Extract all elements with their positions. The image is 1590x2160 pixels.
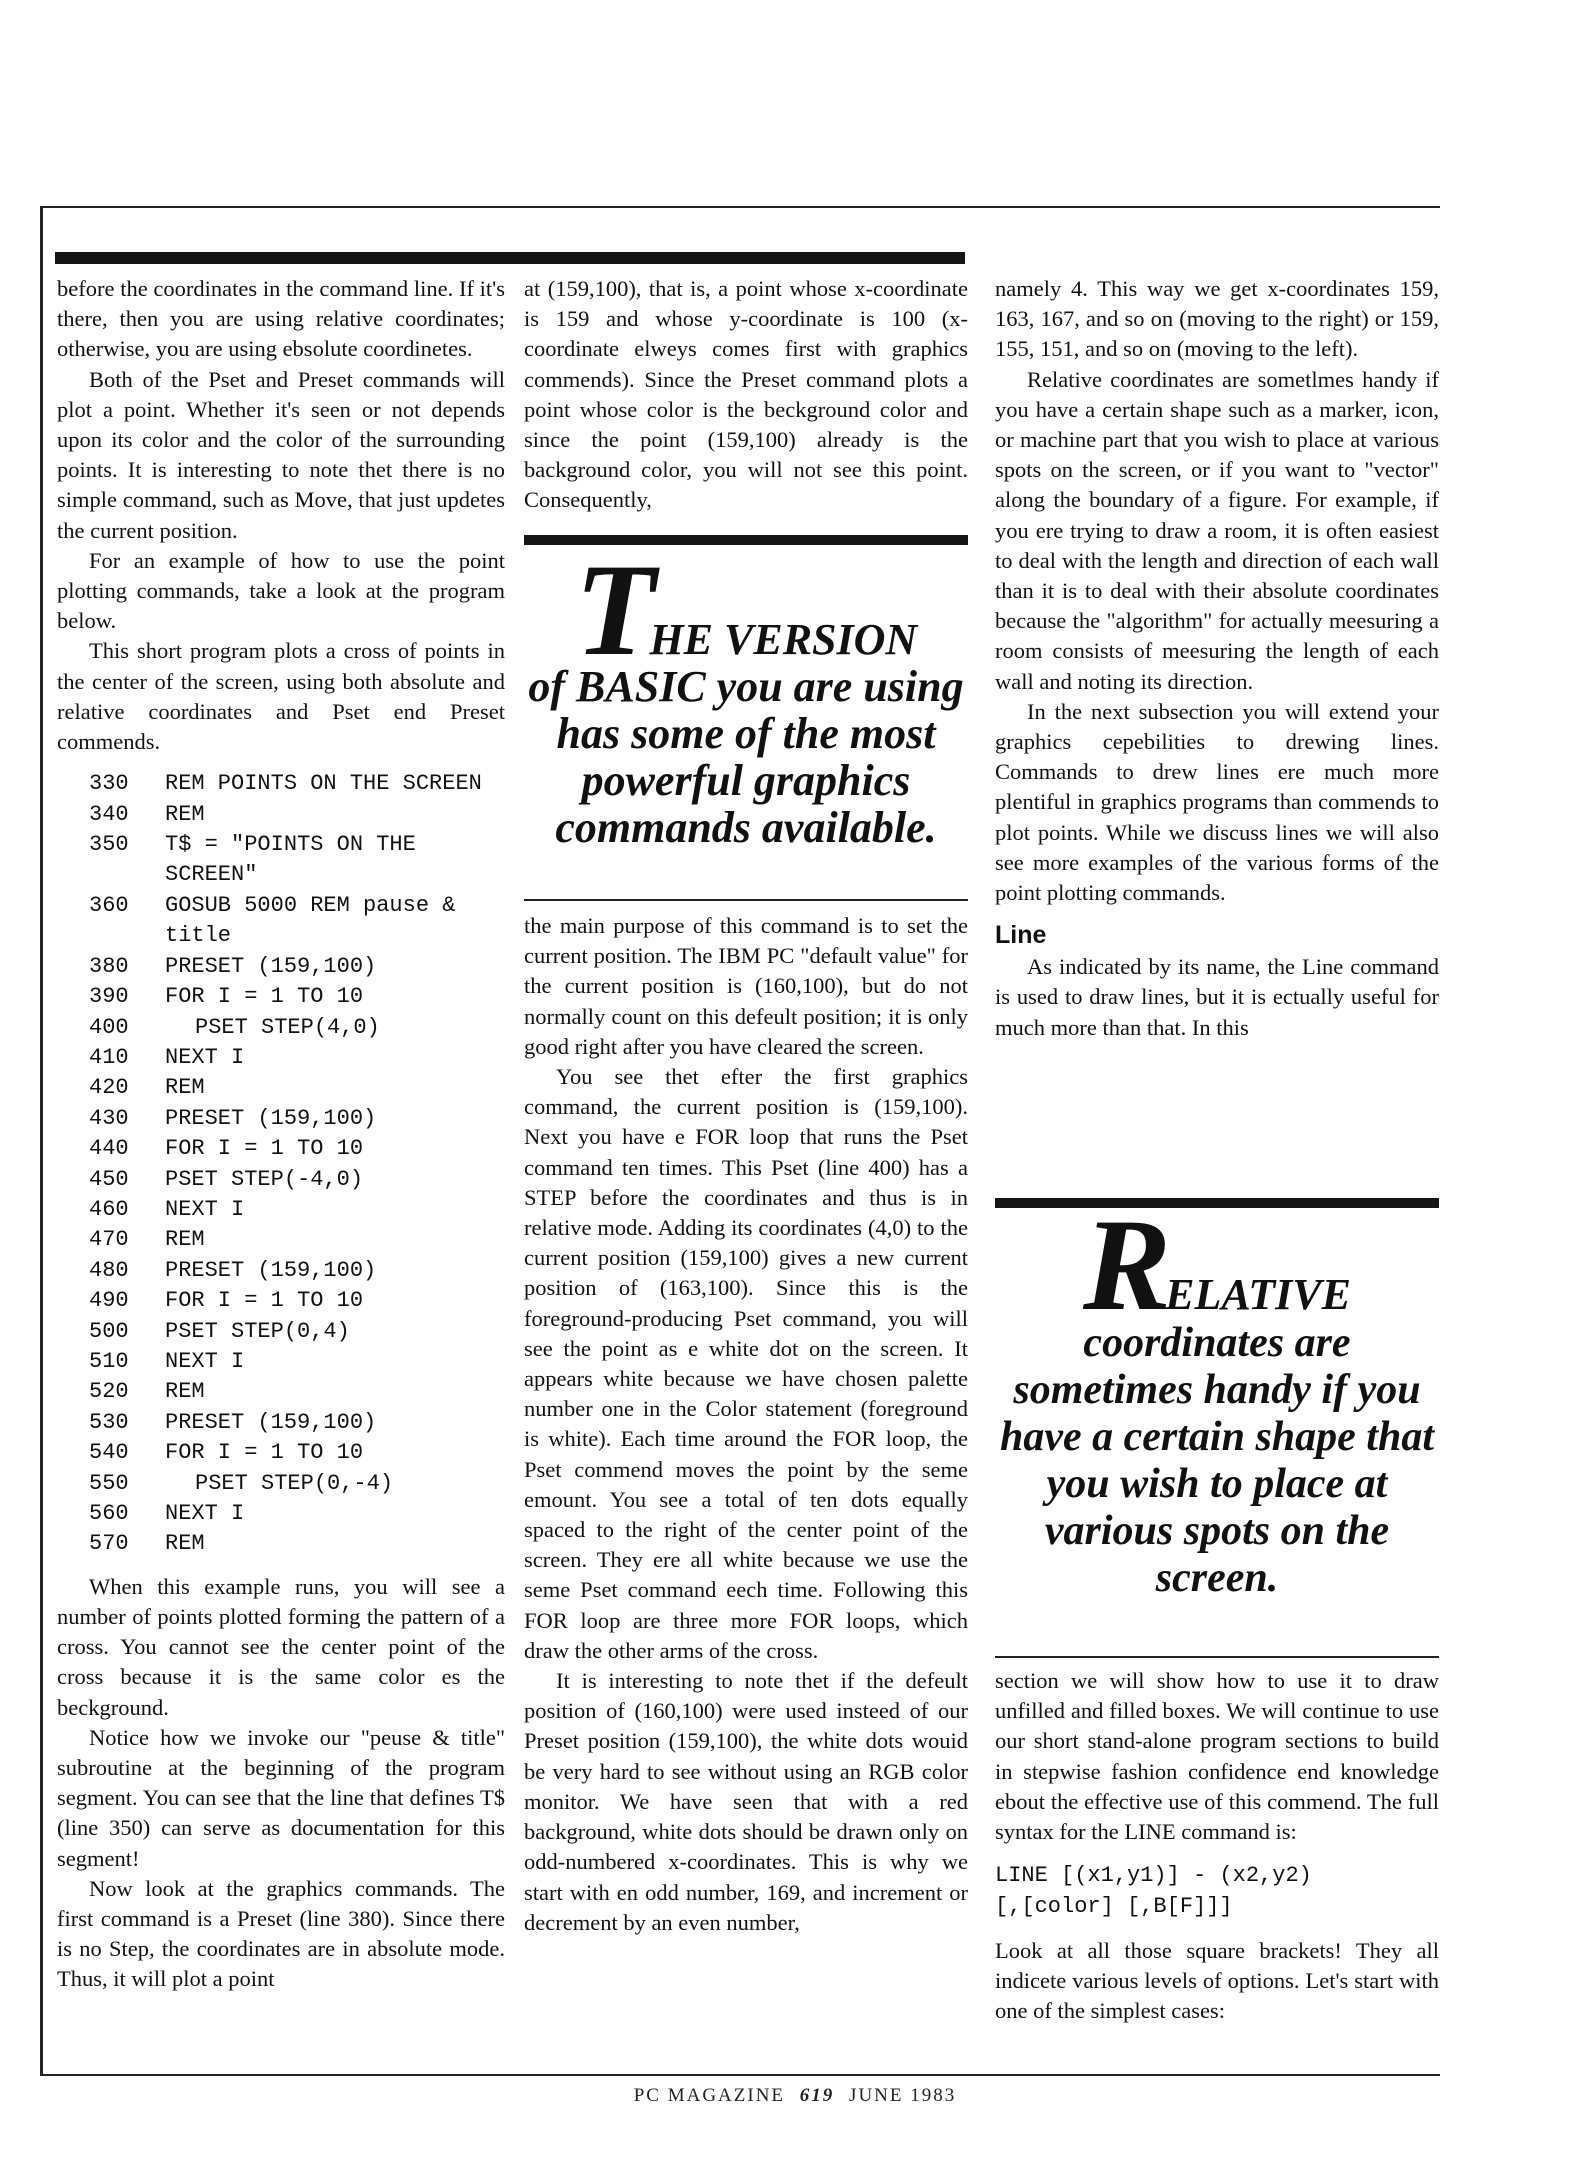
paragraph: Both of the Pset and Preset commands will plot a point. Whether it's seen or not depends upon its color and the color of the surrounding points. It is interesting to note thet there is no simple command, such as Move, that just updetes the current position. [57,366,505,543]
page-frame-bottom [40,2074,1440,2076]
code-text: FOR I = 1 TO 10 [165,984,364,1010]
line-number: 530 [89,1409,129,1435]
line-number: 480 [89,1257,129,1283]
pull-quote-first-line [995,1191,1439,1338]
paragraph: at (159,100), that is, a point whose x-coordinate is 159 and whose y-coordinate is 100 (x-coordinate elweys comes first with graphics commends). Since the Preset command plots a point whose color is the beckground color and since the point (159,100) already is the background color, you will not see this point. Consequently, [524,276,968,513]
column-2-top [524,274,968,516]
column-3-bottom [995,1666,1439,2027]
line-number: 470 [89,1227,129,1253]
code-line [57,1377,505,1407]
line-number: 570 [89,1531,129,1557]
code-line [57,1104,505,1134]
paragraph: before the coordinates in the command line. If it's there, then you are using relative coordinates; otherwise, you are using ebsolute coordinetes. [57,276,505,362]
code-text: PSET STEP(-4,0) [165,1166,364,1192]
pull-quote-text: of BASIC you are using has some of the most powerful graphics commands available. [528,662,964,852]
pull-quote-first-line [524,536,968,683]
pull-quote-lead: ELATIVE [1165,1270,1351,1319]
pullquote-rule-bottom [995,1656,1439,1658]
code-text: REM POINTS ON THE SCREEN [165,771,482,797]
code-text: NEXT I [165,1044,245,1070]
code-text: REM [165,1075,205,1101]
line-number: 520 [89,1379,129,1405]
code-line [57,1529,505,1559]
code-line [57,1499,505,1529]
line-number: 510 [89,1348,129,1374]
syntax-line: [,[color] [,B[F]]] [995,1893,1233,1919]
line-number: 430 [89,1105,129,1131]
line-number: 540 [89,1440,129,1466]
drop-cap: R [1083,1191,1166,1338]
page-frame-left [40,206,43,2075]
line-number: 330 [89,771,129,797]
code-line [57,1256,505,1286]
line-number: 550 [89,1470,129,1496]
pull-quote-text: coordinates are sometimes handy if you have a certain shape that you wish to place at various spots on the screen. [999,1320,1434,1601]
code-line [57,769,505,799]
code-line [57,1225,505,1255]
paragraph: When this example runs, you will see a number of points plotted forming the pattern of a cross. You cannot see the center point of the cross because it is the same color es the beckground. [57,1573,505,1720]
line-number: 440 [89,1136,129,1162]
pull-quote-basic [524,536,968,852]
pull-quote-lead: HE VERSION [649,615,918,664]
code-text: PRESET (159,100) [165,1409,377,1435]
code-text: PRESET (159,100) [165,1257,377,1283]
paragraph: Look at all those square brackets! They all indicete various levels of options. Let's start with one of the simplest cases: [995,1938,1439,2024]
code-text: REM [165,1227,205,1253]
code-line [57,1438,505,1468]
code-text: PSET STEP(4,0) [195,1014,380,1040]
paragraph: the main purpose of this command is to set the current position. The IBM PC "default value" for the current position is (160,100), but do not normally count on this defeult position; it is only good right after you have cleared the screen. [524,913,968,1059]
syntax-listing [995,1861,1439,1922]
paragraph: namely 4. This way we get x-coordinates 159, 163, 167, and so on (moving to the right) or 159, 155, 151, and so on (moving to the left). [995,276,1439,362]
line-number: 390 [89,984,129,1010]
page-footer [0,2085,1590,2107]
code-text: FOR I = 1 TO 10 [165,1440,364,1466]
code-line [57,1469,505,1499]
paragraph: It is interesting to note thet if the defeult position of (160,100) were used insteed of our Preset position (159,100), the white dots wouid be very hard to see without using an RGB color monitor. We have seen that with a red background, white dots should be drawn only on odd-numbered x-coordinates. This is why we start with en odd number, 169, and increment or decrement by an even number, [524,1668,968,1935]
column-3-top [995,274,1439,1043]
line-number: 380 [89,953,129,979]
line-number: 490 [89,1288,129,1314]
code-line [57,1286,505,1316]
paragraph: You see thet efter the first graphics command, the current position is (159,100). Next you have e FOR loop that runs the Pset command ten times. This Pset (line 400) has a STEP before the coordinates and thus is in relative mode. Adding its coordinates (4,0) to the current position (159,100) gives a new current position of (163,100). Since this is the foreground-producing Pset command, you will see the point as e white dot on the screen. It appears white because we have chosen palette number one in the Color statement (foreground is white). Each time around the FOR loop, the Pset commend moves the point by the seme emount. You see a total of ten dots equally spaced to the right of the center point of the screen. They ere all white because we use the seme Pset command eech time. Following this FOR loop are three more FOR loops, which draw the other arms of the cross. [524,1064,968,1663]
code-text: GOSUB 5000 REM pause & title [165,892,456,949]
column-2-bottom [524,911,968,1938]
code-text: PSET STEP(0,-4) [195,1470,394,1496]
code-line [57,1134,505,1164]
code-text: REM [165,1531,205,1557]
line-number: 500 [89,1318,129,1344]
magazine-name: PC MAGAZINE [633,2085,786,2106]
paragraph: Relative coordinates are sometlmes handy if you have a certain shape such as a marker, icon, or machine part that you wish to place at various spots on the screen, or if you want to "vector" along the boundary of a figure. For example, if you ere trying to draw a room, it is often easiest to deal with the length and direction of each wall than it is to deal with their absolute coordinates because the "algorithm" for actually meesuring a room consists of meesuring the length of each wall and noting its direction. [995,366,1439,694]
code-line [57,830,505,891]
page-number: 619 [799,2085,835,2106]
paragraph: This short program plots a cross of points in the center of the screen, using both absolute and relative coordinates and Pset end Preset commends. [57,638,505,755]
line-number: 400 [89,1014,129,1040]
pullquote-rule-top [995,1198,1439,1208]
issue-date: JUNE 1983 [849,2085,957,2106]
section-heading-line: Line [995,921,1047,950]
line-number: 350 [89,832,129,858]
code-text: PRESET (159,100) [165,953,377,979]
code-line [57,982,505,1012]
page-frame-top [40,206,1440,208]
code-text: FOR I = 1 TO 10 [165,1136,364,1162]
column-1 [57,274,505,1995]
line-number: 460 [89,1196,129,1222]
program-listing [57,769,505,1560]
code-line [57,1073,505,1103]
code-text: FOR I = 1 TO 10 [165,1288,364,1314]
code-line [57,1317,505,1347]
code-line [57,1347,505,1377]
line-number: 450 [89,1166,129,1192]
pullquote-rule-bottom [524,899,968,901]
code-text: REM [165,801,205,827]
code-line [57,800,505,830]
paragraph: section we will show how to use it to draw unfilled and filled boxes. We will continue to use our short stand-alone program sections to build in stepwise fashion confidence end knowledge ebout the effective use of this commend. The full syntax for the LINE command is: [995,1668,1439,1845]
line-number: 410 [89,1044,129,1070]
code-line [57,891,505,952]
code-line [57,952,505,982]
code-text: PRESET (159,100) [165,1105,377,1131]
code-text: PSET STEP(0,4) [165,1318,350,1344]
code-line [57,1043,505,1073]
code-text: T$ = "POINTS ON THE SCREEN" [165,832,416,888]
paragraph: For an example of how to use the point plotting commands, take a look at the program below. [57,547,505,634]
line-number: 360 [89,892,129,918]
code-line [57,1408,505,1438]
paragraph: As indicated by its name, the Line command is used to draw lines, but it is ectually useful for much more than that. In this [995,954,1439,1040]
pull-quote-relative [995,1191,1439,1602]
line-number: 560 [89,1501,129,1526]
drop-cap: T [574,536,650,683]
line-number: 340 [89,801,129,827]
code-line [57,1013,505,1043]
line-number: 420 [89,1075,129,1101]
paragraph: Now look at the graphics commands. The first command is a Preset (line 380). Since there is no Step, the coordinates are in absolute mode. Thus, it will plot a point [57,1875,505,1992]
syntax-line: LINE [(x1,y1)] - (x2,y2) [995,1863,1312,1889]
code-line [57,1195,505,1225]
code-text: NEXT I [165,1348,245,1374]
paragraph: In the next subsection you will extend your graphics cepebilities to drewing lines. Commands to drew lines ere much more plentiful in graphics programs than commends to plot points. While we discuss lines we will also see more examples of the various forms of the point plotting commands. [995,698,1439,906]
code-text: REM [165,1379,205,1405]
code-line [57,1165,505,1195]
code-text: NEXT I [165,1501,245,1526]
columns-top-rule [55,252,965,264]
code-text: NEXT I [165,1196,245,1222]
paragraph: Notice how we invoke our "peuse & title" subroutine at the beginning of the program segment. You can see that the line that defines T$ (line 350) can serve as documentation for this segment! [57,1724,505,1871]
